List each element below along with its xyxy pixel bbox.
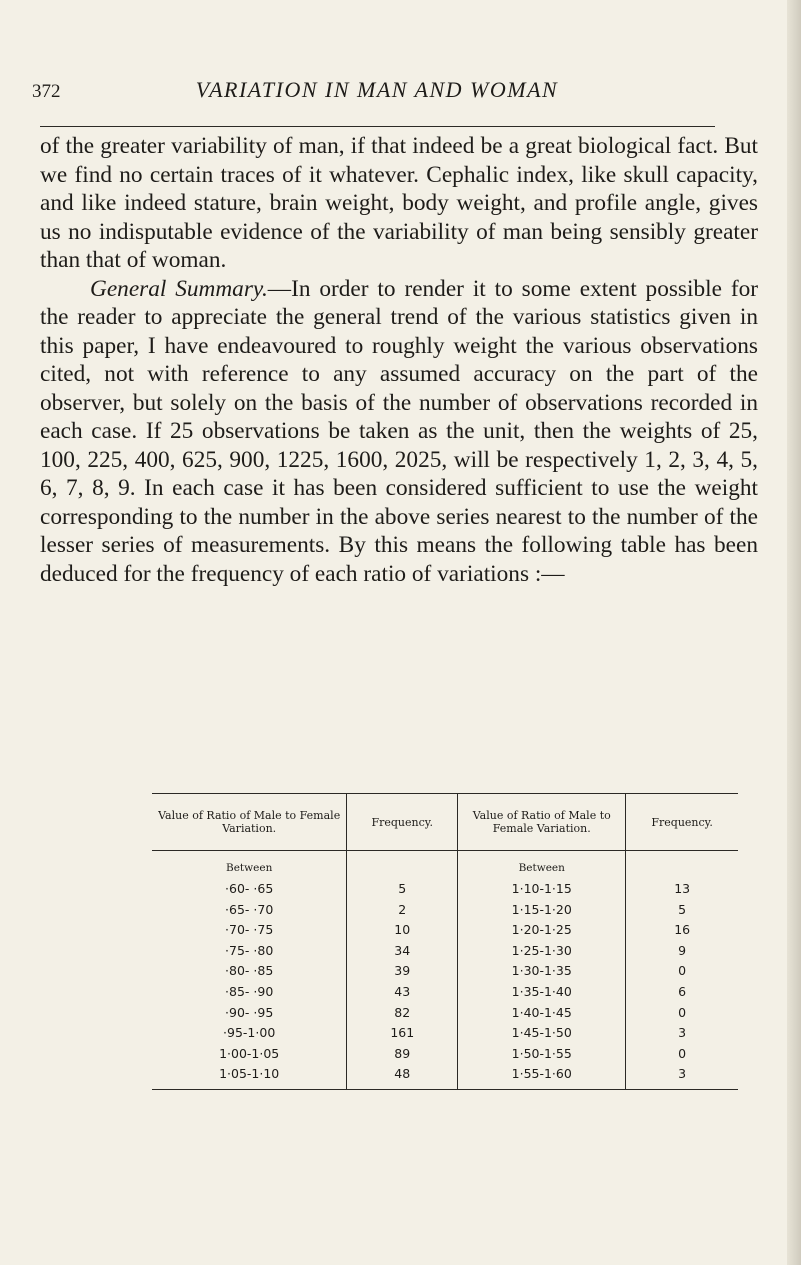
frequency-right-cell: 13 bbox=[626, 879, 738, 900]
between-label-right: Between bbox=[458, 851, 626, 880]
between-label-left: Between bbox=[226, 862, 273, 875]
ratio-left-cell: 1·05-1·10 bbox=[152, 1064, 347, 1089]
frequency-right-cell: 9 bbox=[626, 941, 738, 962]
ratio-right-cell: 1·15-1·20 bbox=[458, 900, 626, 921]
frequency-left-cell: 82 bbox=[347, 1003, 458, 1024]
table-row bbox=[152, 879, 738, 900]
table-row bbox=[152, 1064, 738, 1089]
frequency-left-cell: 48 bbox=[347, 1064, 458, 1089]
table-row bbox=[152, 920, 738, 941]
header-rule bbox=[40, 126, 715, 127]
ratio-right-cell: 1·50-1·55 bbox=[458, 1044, 626, 1065]
frequency-left-cell: 39 bbox=[347, 961, 458, 982]
table-row bbox=[152, 982, 738, 1003]
section-title: General Summary. bbox=[90, 275, 268, 302]
between-spacer-left bbox=[347, 851, 458, 880]
frequency-left-cell: 34 bbox=[347, 941, 458, 962]
ratio-left-cell: ·90- ·95 bbox=[225, 1004, 274, 1020]
page-edge-shadow bbox=[787, 0, 801, 1265]
ratio-left-cell: ·80- ·85 bbox=[225, 963, 274, 979]
ratio-left-cell: 1·00-1·05 bbox=[219, 1045, 280, 1061]
frequency-right-cell: 6 bbox=[626, 982, 738, 1003]
ratio-right-cell: 1·10-1·15 bbox=[458, 879, 626, 900]
frequency-right-cell: 3 bbox=[626, 1064, 738, 1089]
frequency-table bbox=[152, 793, 738, 1090]
between-row bbox=[152, 851, 738, 880]
frequency-left-cell: 89 bbox=[347, 1044, 458, 1065]
paragraph-2 bbox=[40, 275, 758, 589]
ratio-right-cell: 1·30-1·35 bbox=[458, 961, 626, 982]
table-row bbox=[152, 961, 738, 982]
header-ratio-left: Value of Ratio of Male to Female Variation. bbox=[152, 794, 347, 851]
table-row bbox=[152, 1044, 738, 1065]
ratio-right-cell: 1·55-1·60 bbox=[458, 1064, 626, 1089]
frequency-right-cell: 5 bbox=[626, 900, 738, 921]
frequency-right-cell: 3 bbox=[626, 1023, 738, 1044]
ratio-left-cell: ·95-1·00 bbox=[223, 1025, 276, 1041]
frequency-right-cell: 0 bbox=[626, 1003, 738, 1024]
frequency-left-cell: 10 bbox=[347, 920, 458, 941]
ratio-right-cell: 1·20-1·25 bbox=[458, 920, 626, 941]
frequency-left-cell: 43 bbox=[347, 982, 458, 1003]
frequency-left-cell: 2 bbox=[347, 900, 458, 921]
ratio-left-cell: ·70- ·75 bbox=[225, 922, 274, 938]
between-spacer-right bbox=[626, 851, 738, 880]
ratio-right-cell: 1·25-1·30 bbox=[458, 941, 626, 962]
page-number: 372 bbox=[32, 81, 61, 102]
header-frequency-right: Frequency. bbox=[626, 794, 738, 851]
frequency-left-cell: 5 bbox=[347, 879, 458, 900]
frequency-table-container bbox=[152, 793, 738, 1090]
header-ratio-right: Value of Ratio of Male to Female Variation. bbox=[458, 794, 626, 851]
ratio-right-cell: 1·40-1·45 bbox=[458, 1003, 626, 1024]
ratio-right-cell: 1·35-1·40 bbox=[458, 982, 626, 1003]
header-frequency-left: Frequency. bbox=[347, 794, 458, 851]
frequency-right-cell: 16 bbox=[626, 920, 738, 941]
body-text bbox=[40, 132, 758, 588]
frequency-left-cell: 161 bbox=[347, 1023, 458, 1044]
frequency-right-cell: 0 bbox=[626, 1044, 738, 1065]
running-head: VARIATION IN MAN AND WOMAN bbox=[195, 77, 559, 102]
paragraph-2-text: —In order to render it to some extent possible for the reader to appreciate the general trend of the various statistics given in this paper, I have endeavoured to roughly weight the various observations cited, not with reference to any assumed accuracy on the part of the observer, but solely on the basis of the number of observations recorded in each case. If 25 observations be taken as the unit, then the weights of 25, 100, 225, 400, 625, 900, 1225, 1600, 2025, will be respectively 1, 2, 3, 4, 5, 6, 7, 8, 9. In each case it has been considered sufficient to use the weight corresponding to the number in the above series nearest to the number of the lesser series of measurements. By this means the following table has been deduced for the frequency of each ratio of variations :— bbox=[40, 275, 758, 587]
frequency-right-cell: 0 bbox=[626, 961, 738, 982]
table-header-row bbox=[152, 794, 738, 851]
table-row bbox=[152, 941, 738, 962]
page-header bbox=[32, 77, 722, 109]
table-row bbox=[152, 1003, 738, 1024]
table-row bbox=[152, 1023, 738, 1044]
ratio-left-cell: ·75- ·80 bbox=[225, 942, 274, 958]
paragraph-1: of the greater variability of man, if that indeed be a great biological fact. But we find no certain traces of it whatever. Cephalic index, like skull capacity, and like indeed stature, brain weight, body weight, and profile angle, gives us no indisputable evidence of the variability of man being sensibly greater than that of woman. bbox=[40, 133, 758, 273]
ratio-left-cell: ·85- ·90 bbox=[225, 983, 274, 999]
table-row bbox=[152, 900, 738, 921]
ratio-left-cell: ·65- ·70 bbox=[225, 901, 274, 917]
ratio-right-cell: 1·45-1·50 bbox=[458, 1023, 626, 1044]
ratio-left-cell: ·60- ·65 bbox=[225, 881, 274, 896]
table-body bbox=[152, 851, 738, 1090]
